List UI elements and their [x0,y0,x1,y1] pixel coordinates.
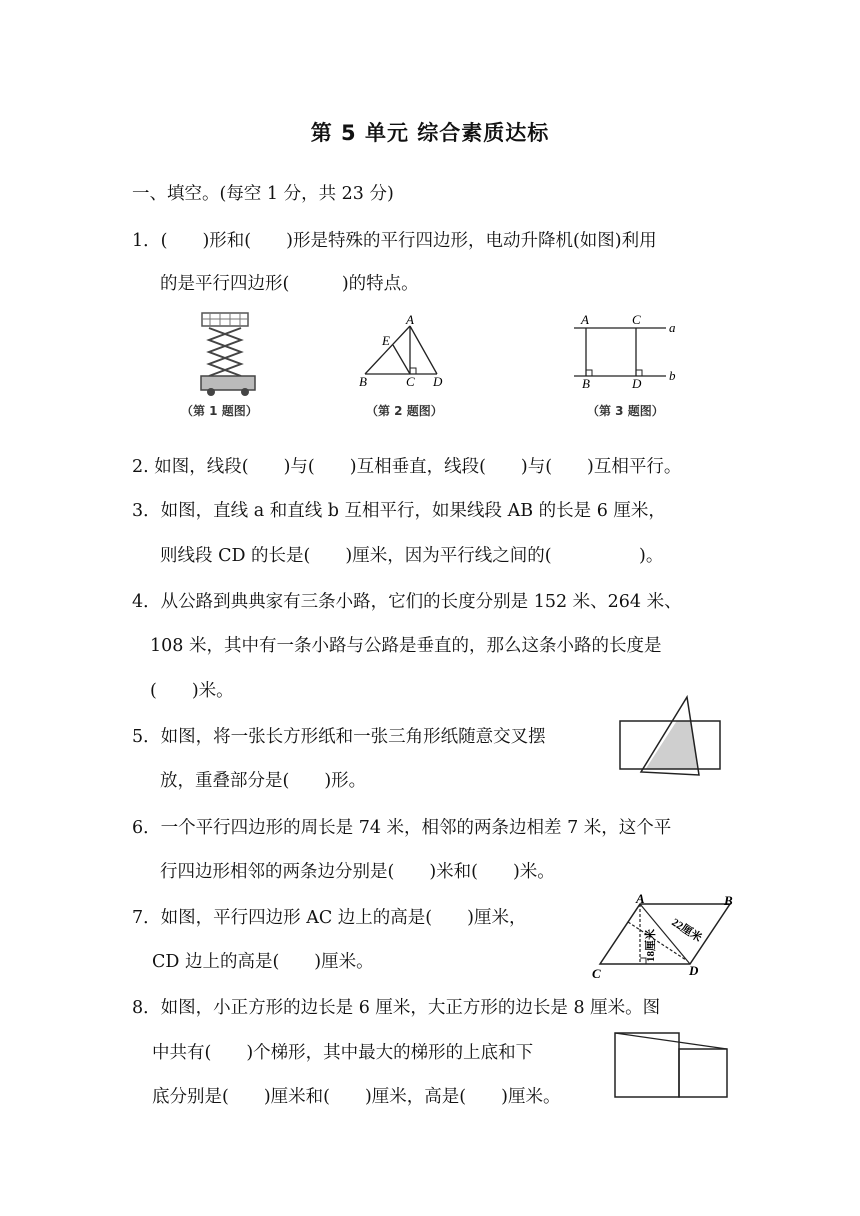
point-b-label: B [359,374,367,389]
figure-1-caption: （第 1 题图） [181,404,258,418]
question-5-line-2: 放，重叠部分是( )形。 [160,771,367,791]
point-d-label: D [689,963,699,978]
point-a-label: A [581,312,589,327]
question-8-line-3: 底分别是( )厘米和( )厘米，高是( )厘米。 [152,1087,561,1107]
line-b-label: b [669,368,676,383]
triangle-figure [355,312,455,392]
point-c-label: C [632,312,641,327]
height-22-label: 22厘米 [669,916,704,945]
page-title: 第 5 单元 综合素质达标 [310,121,550,145]
rectangle-triangle-figure [615,693,725,785]
section-heading: 一、填空。(每空 1 分，共 23 分) [132,184,394,204]
question-8-line-1: 8．如图，小正方形的边长是 6 厘米，大正方形的边长是 8 厘米。图 [132,998,661,1018]
question-6-line-1: 6．一个平行四边形的周长是 74 米，相邻的两条边相差 7 米，这个平 [132,818,672,838]
point-b-label: B [724,893,733,908]
parallelogram-figure [590,892,740,984]
line-a-label: a [669,320,676,335]
squares-figure [610,1028,732,1104]
question-4-line-1: 4．从公路到典典家有三条小路，它们的长度分别是 152 米、264 米、 [132,592,682,612]
overlap-region [645,721,697,770]
question-1-line-2: 的是平行四边形( )的特点。 [160,274,419,294]
point-c-label: C [406,374,415,389]
question-7-line-2: CD 边上的高是( )厘米。 [152,952,374,972]
point-d-label: D [632,376,642,391]
point-a-label: A [636,892,645,906]
point-b-label: B [582,376,590,391]
question-4-line-3: ( )米。 [150,681,234,701]
figure-3-caption: （第 3 题图） [587,404,664,418]
point-d-label: D [433,374,443,389]
question-5-line-1: 5．如图，将一张长方形纸和一张三角形纸随意交叉摆 [132,727,546,747]
point-e-label: E [382,333,390,348]
figure-2-caption: （第 2 题图） [366,404,443,418]
height-18-label: 18厘米 [645,929,657,962]
question-4-line-2: 108 米，其中有一条小路与公路是垂直的，那么这条小路的长度是 [150,636,662,656]
point-c-label: C [592,966,601,981]
question-2: 2. 如图，线段( )与( )互相垂直，线段( )与( )互相平行。 [132,457,682,477]
parallel-lines-figure [572,312,684,392]
question-1-line-1: 1．( )形和( )形是特殊的平行四边形，电动升降机(如图)利用 [132,231,657,251]
question-6-line-2: 行四边形相邻的两条边分别是( )米和( )米。 [160,862,555,882]
scissor-lift-figure [195,310,270,400]
question-3-line-2: 则线段 CD 的长是( )厘米，因为平行线之间的( )。 [160,546,664,566]
question-8-line-2: 中共有( )个梯形，其中最大的梯形的上底和下 [152,1043,534,1063]
question-3-line-1: 3．如图，直线 a 和直线 b 互相平行，如果线段 AB 的长是 6 厘米， [132,501,666,521]
point-a-label: A [406,312,414,327]
question-7-line-1: 7．如图，平行四边形 AC 边上的高是( )厘米， [132,908,527,928]
